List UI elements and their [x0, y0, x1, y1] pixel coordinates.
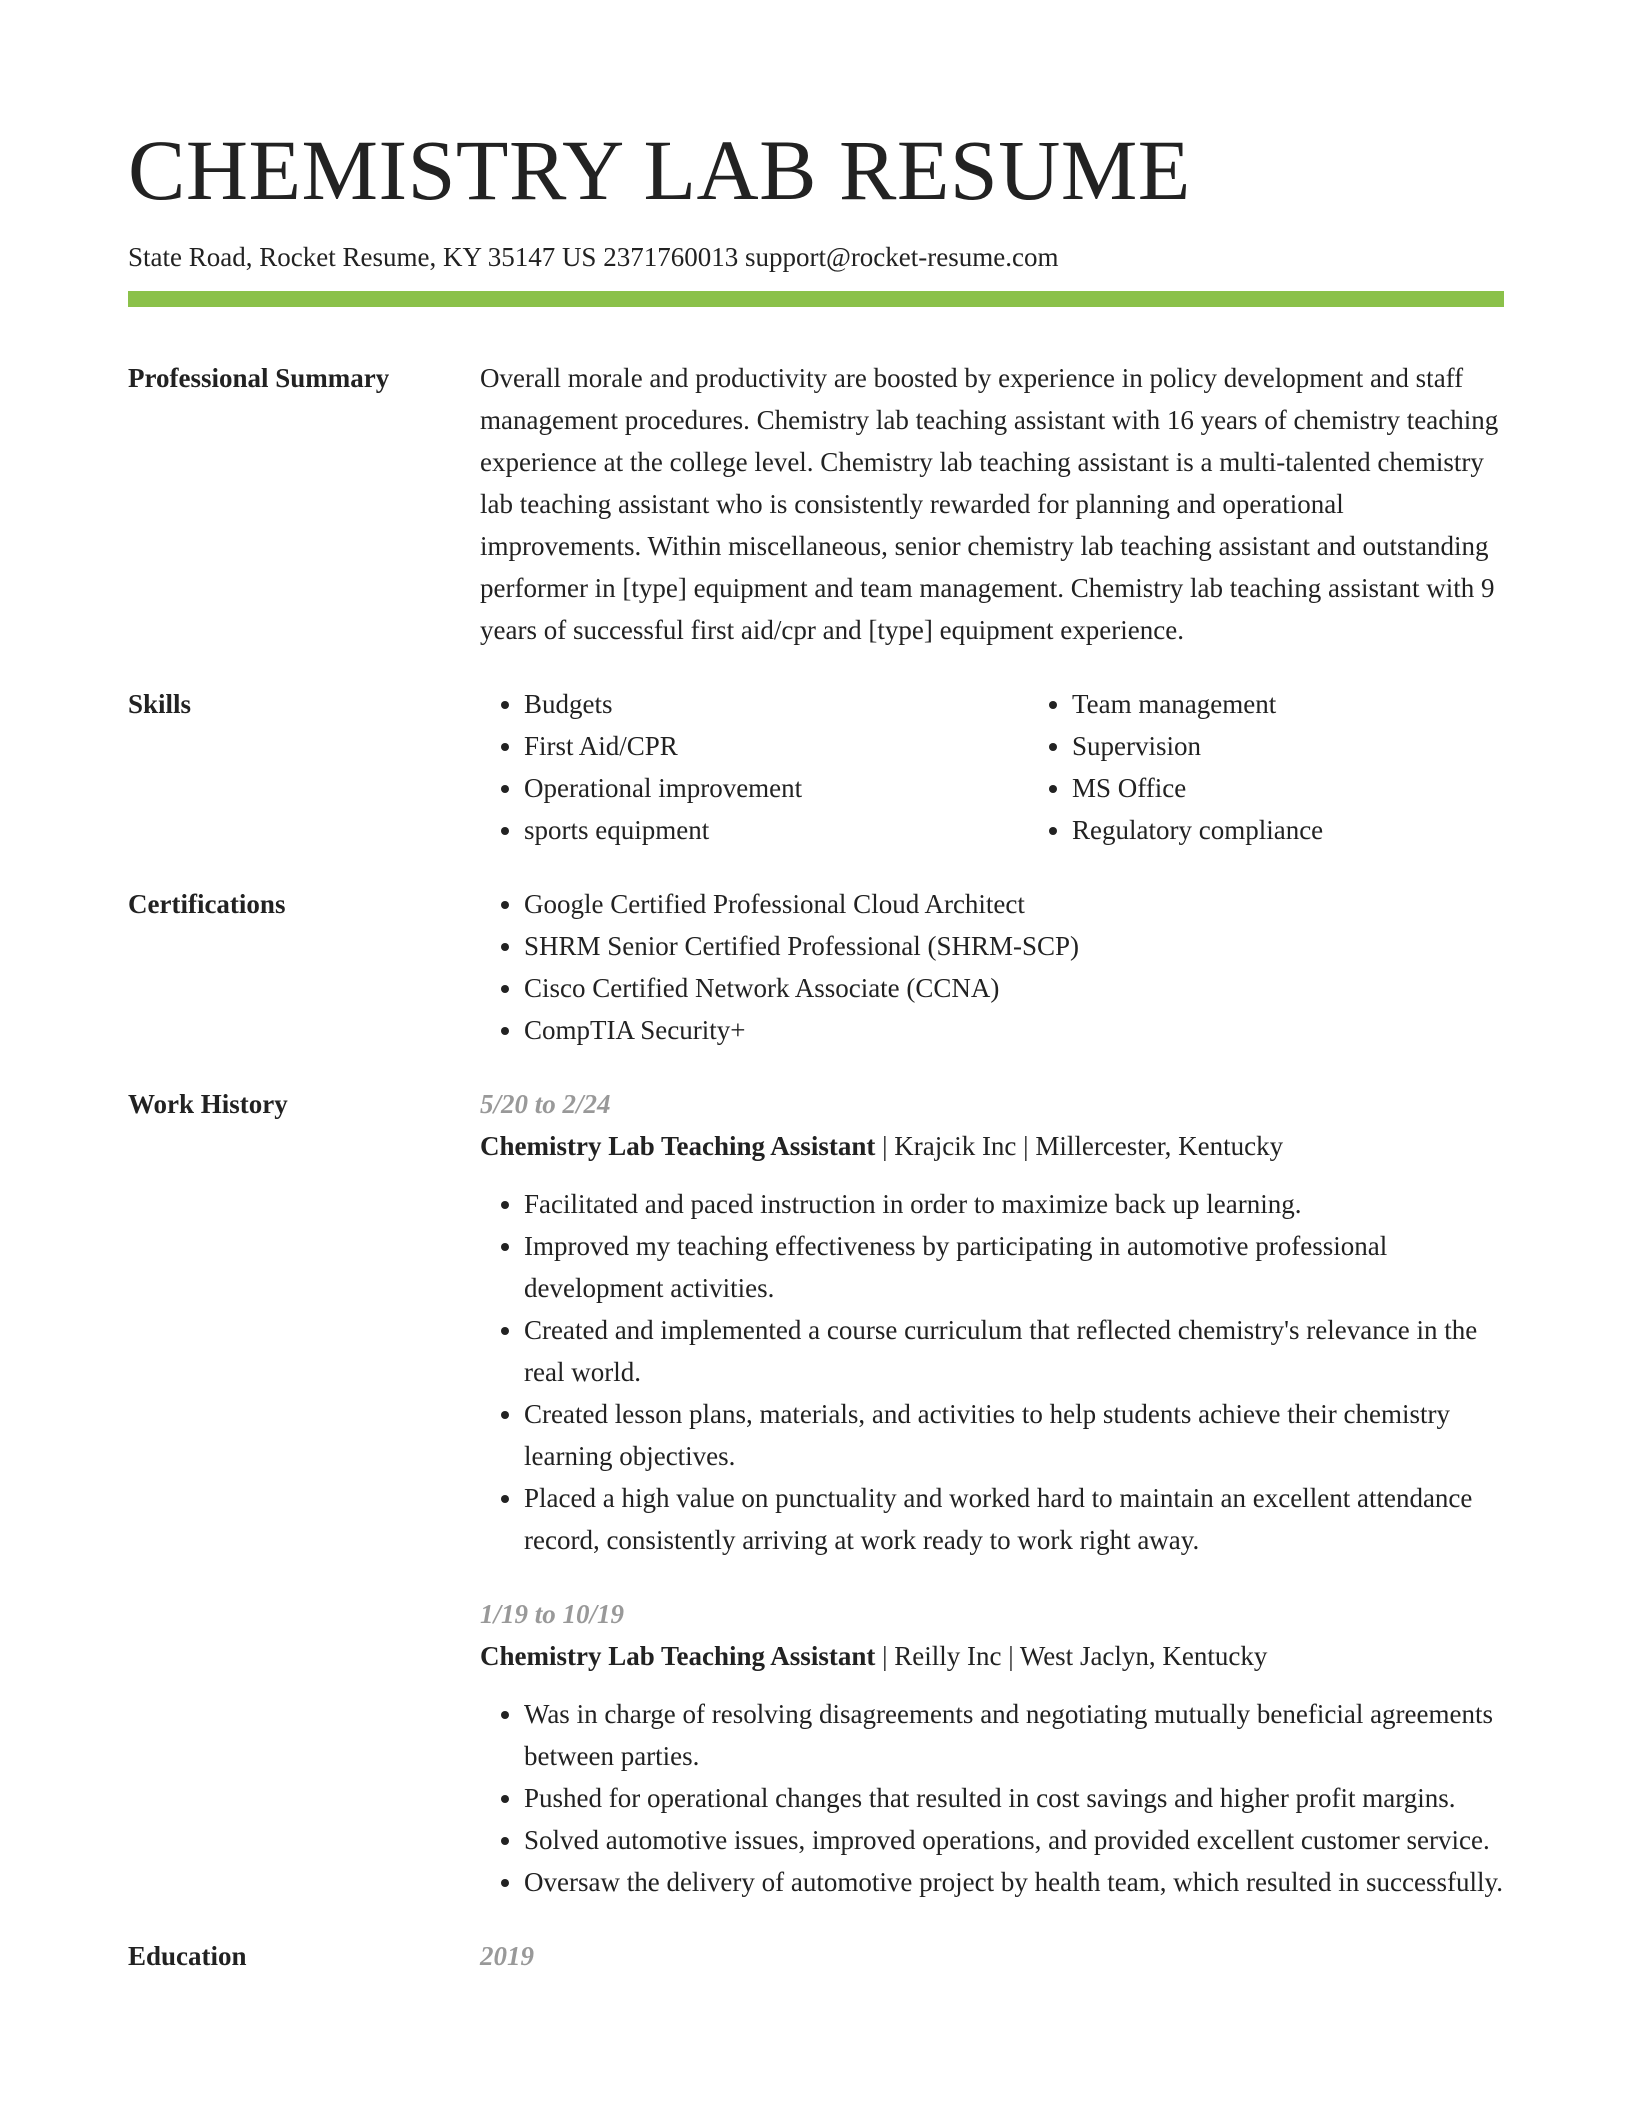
- section-label-skills: Skills: [128, 689, 192, 719]
- contact-line: State Road, Rocket Resume, KY 35147 US 2371760013 support@rocket-resume.com: [128, 242, 1059, 272]
- job-heading: [480, 1635, 1504, 1677]
- job-details: | Krajcik Inc | Millercester, Kentucky: [875, 1131, 1284, 1161]
- education-date: 2019: [480, 1941, 534, 1971]
- resume-title: CHEMISTRY LAB RESUME: [128, 122, 1191, 218]
- job-bullet: • Oversaw the delivery of automotive project by health team, which resulted in successfully.: [524, 1861, 1504, 1903]
- resume-page: [128, 0, 1504, 1977]
- job-bullets: [480, 1183, 1504, 1561]
- certification-item: • SHRM Senior Certified Professional (SHRM-SCP): [524, 925, 1504, 967]
- job-bullet: • Was in charge of resolving disagreements and negotiating mutually beneficial agreements between parties.: [524, 1693, 1504, 1777]
- summary-text: Overall morale and productivity are boosted by experience in policy development and staff management procedures. Chemistry lab teaching assistant with 16 years of chemistry teaching experience at the college level. Chemistry lab teaching assistant is a multi-talented chemistry lab teaching assistant who is consistently rewarded for planning and operational improvements. Within miscellaneous, senior chemistry lab teaching assistant and outstanding performer in [type] equipment and team management. Chemistry lab teaching assistant with 9 years of successful first aid/cpr and [type] equipment experience.: [480, 363, 1499, 645]
- job-title: Chemistry Lab Teaching Assistant: [480, 1131, 876, 1161]
- section-label-work-history: Work History: [128, 1089, 288, 1119]
- skills-columns: [480, 683, 1504, 851]
- skills-list-right: [1028, 683, 1532, 851]
- job-date: 5/20 to 2/24: [480, 1089, 611, 1119]
- skill-item: • First Aid/CPR: [524, 725, 984, 767]
- professional-summary-section: [128, 357, 1504, 651]
- skill-item: • Budgets: [524, 683, 984, 725]
- job-bullet: • Facilitated and paced instruction in order to maximize back up learning.: [524, 1183, 1504, 1225]
- job-bullet: • Placed a high value on punctuality and worked hard to maintain an excellent attendance record, consistently arriving at work ready to work right away.: [524, 1477, 1504, 1561]
- job-entry: [480, 1593, 1504, 1903]
- skill-item: • Team management: [1072, 683, 1532, 725]
- certifications-section: [128, 883, 1504, 1051]
- certification-item: • CompTIA Security+: [524, 1009, 1504, 1051]
- work-history-body: [480, 1083, 1504, 1903]
- summary-body: [480, 357, 1504, 651]
- job-entry: [480, 1083, 1504, 1561]
- job-bullet: • Pushed for operational changes that resulted in cost savings and higher profit margins.: [524, 1777, 1504, 1819]
- section-label-education: Education: [128, 1941, 247, 1971]
- skill-item: • Supervision: [1072, 725, 1532, 767]
- job-bullet: • Improved my teaching effectiveness by participating in automotive professional development activities.: [524, 1225, 1504, 1309]
- job-heading: [480, 1125, 1504, 1167]
- job-title: Chemistry Lab Teaching Assistant: [480, 1641, 876, 1671]
- job-bullet: • Solved automotive issues, improved operations, and provided excellent customer service.: [524, 1819, 1504, 1861]
- header-divider: [128, 291, 1504, 307]
- section-label-summary: Professional Summary: [128, 363, 390, 393]
- education-body: [480, 1935, 1504, 1977]
- job-bullets: [480, 1693, 1504, 1903]
- certifications-body: [480, 883, 1504, 1051]
- section-label-certifications: Certifications: [128, 889, 286, 919]
- education-section: [128, 1935, 1504, 1977]
- skill-item: • Operational improvement: [524, 767, 984, 809]
- skills-section: [128, 683, 1504, 851]
- certification-item: • Google Certified Professional Cloud Architect: [524, 883, 1504, 925]
- certifications-list: [480, 883, 1504, 1051]
- job-bullet: • Created and implemented a course curriculum that reflected chemistry's relevance in the real world.: [524, 1309, 1504, 1393]
- certification-item: • Cisco Certified Network Associate (CCNA): [524, 967, 1504, 1009]
- skill-item: • MS Office: [1072, 767, 1532, 809]
- work-history-section: [128, 1083, 1504, 1903]
- skill-item: • sports equipment: [524, 809, 984, 851]
- job-bullet: • Created lesson plans, materials, and activities to help students achieve their chemistry learning objectives.: [524, 1393, 1504, 1477]
- job-date: 1/19 to 10/19: [480, 1599, 625, 1629]
- job-details: | Reilly Inc | West Jaclyn, Kentucky: [875, 1641, 1268, 1671]
- skills-list-left: [480, 683, 984, 851]
- skill-item: • Regulatory compliance: [1072, 809, 1532, 851]
